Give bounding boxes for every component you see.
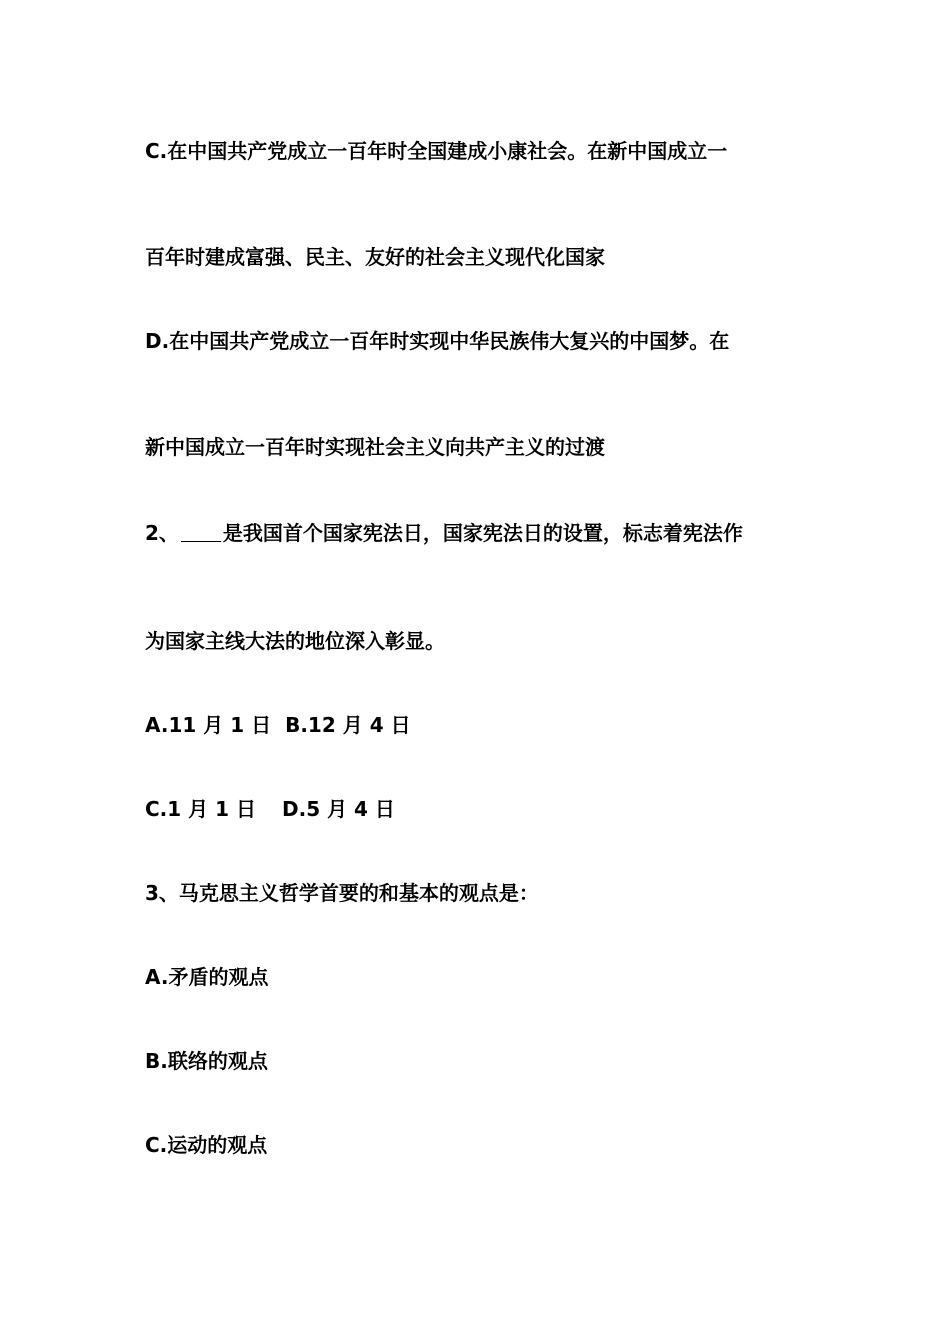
q3-stem: 3、马克思主义哲学首要的和基本的观点是：	[145, 881, 539, 905]
q1-option-d-line1: D.在中国共产党成立一百年时实现中华民族伟大复兴的中国梦。在	[145, 329, 730, 353]
q2-option-a: A.11 月 1 日	[145, 713, 272, 737]
q1-option-c-line1: C.在中国共产党成立一百年时全国建成小康社会。在新中国成立一	[145, 139, 728, 163]
q2-option-b: B.12 月 4 日	[285, 713, 411, 737]
q1-option-c-line2: 百年时建成富强、民主、友好的社会主义现代化国家	[145, 245, 605, 269]
q1-option-d-line2: 新中国成立一百年时实现社会主义向共产主义的过渡	[145, 435, 605, 459]
answer-blank	[181, 523, 221, 542]
q2-stem-line2: 为国家主线大法的地位深入彰显。	[145, 629, 445, 653]
q3-option-b: B.联络的观点	[145, 1049, 268, 1073]
q3-option-a: A.矛盾的观点	[145, 965, 269, 989]
q2-option-c: C.1 月 1 日	[145, 797, 256, 821]
q2-stem-text: 是我国首个国家宪法日，国家宪法日的设置，标志着宪法作	[222, 521, 743, 545]
q2-options-row1	[145, 712, 411, 738]
q2-options-row2	[145, 796, 395, 822]
q2-number: 2、	[145, 521, 179, 545]
q2-stem-line1	[145, 520, 743, 546]
q3-option-c: C.运动的观点	[145, 1133, 268, 1157]
q2-option-d: D.5 月 4 日	[282, 797, 395, 821]
